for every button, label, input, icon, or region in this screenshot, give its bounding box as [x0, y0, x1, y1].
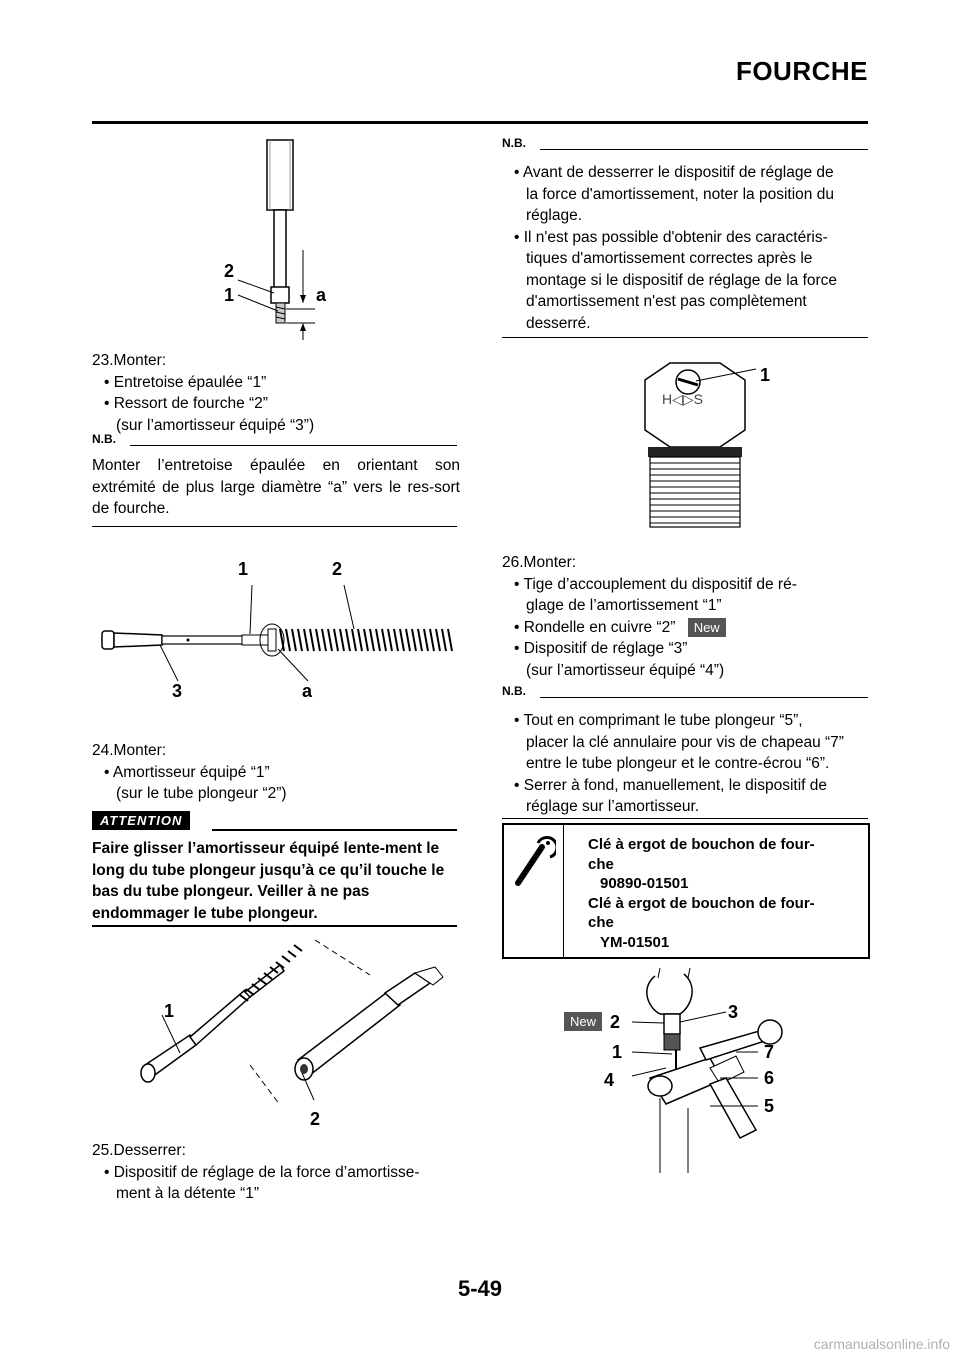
step-bullet-cont: (sur l’amortisseur équipé “4”) [526, 661, 725, 679]
nb-bullet-cont: d'amortissement n'est pas complètement [526, 293, 807, 310]
callout-3: 3 [728, 1002, 739, 1022]
step-24 [92, 740, 462, 805]
nb-text: Monter l’entretoise épaulée en orientant son extrémité de plus large diamètre “a” vers le res-sort de fourche. [92, 457, 460, 517]
nb-bullet: • Il n'est pas possible d'obtenir des caractéris- [514, 228, 828, 246]
nb-label: N.B. [92, 432, 116, 446]
nb-bullet: • Avant de desserrer le dispositif de réglage de [514, 164, 834, 181]
step-bullet-cont: (sur le tube plongeur “2”) [116, 785, 287, 802]
step-bullet: • Dispositif de réglage de la force d’amortisse- [104, 1163, 420, 1181]
step-bullet-cont: ment à la détente “1” [116, 1185, 260, 1202]
tool-description [588, 835, 860, 952]
nb-bullet-cont: tiques d'amortissement correctes après le [526, 250, 813, 267]
figure-shaft-spacer [200, 135, 350, 345]
adjuster-mark: H◁▷S [662, 391, 703, 407]
step-bullet: • Entretoise épaulée “1” [104, 373, 267, 391]
tool-name: Clé à ergot de bouchon de four- [588, 894, 815, 912]
step-title: 25.Desserrer: [92, 1142, 186, 1159]
nb-rule [130, 445, 457, 446]
step-bullet: • Dispositif de réglage “3” [514, 640, 688, 657]
attention-end-rule [92, 925, 457, 927]
step-bullet: • Tige d’accouplement du dispositif de ré- [514, 575, 797, 593]
step-title: 23.Monter: [92, 352, 167, 369]
watermark: carmanualsonline.info [813, 1336, 950, 1352]
page-title: FOURCHE [735, 56, 868, 86]
page-number: 5-49 [457, 1276, 503, 1301]
callout-2: 2 [310, 1109, 321, 1129]
figure-damper-insertion [130, 935, 450, 1135]
step-23 [92, 350, 462, 436]
figure-adjuster-install [560, 968, 820, 1178]
tool-part-number: YM-01501 [600, 933, 670, 951]
nb-rule [540, 149, 868, 150]
nb-label: N.B. [502, 136, 526, 150]
tool-part-number: 90890-01501 [600, 875, 689, 892]
callout-5: 5 [764, 1096, 775, 1116]
step-bullet-text: • Rondelle en cuivre “2” [514, 618, 676, 636]
callout-1: 1 [164, 1001, 175, 1021]
nb-bullet-cont: entre le tube plongeur et le contre-écrou “6”. [526, 755, 830, 772]
tool-name: che [588, 914, 614, 931]
step-bullet-cont: (sur l’amortisseur équipé “3”) [116, 416, 315, 434]
nb-bullet-cont: réglage sur l’amortisseur. [526, 798, 700, 815]
figure-damper-spring [92, 555, 462, 715]
attention-text: Faire glisser l’amortisseur équipé lente-ment le long du tube plongeur jusqu’à ce qu’il touche le bas du tube plongeur. Veiller à ne pas endommager le tube plongeur. [92, 840, 445, 922]
step-26 [502, 552, 872, 681]
nb-bullet-cont: desserré. [526, 314, 591, 332]
callout-2: 2 [224, 261, 235, 281]
nb-bullet-cont: placer la clé annulaire pour vis de chapeau “7” [526, 733, 844, 751]
toolbox-divider [563, 825, 564, 957]
step-25 [92, 1140, 462, 1205]
nb-end-rule [92, 526, 457, 527]
nb-bullet-cont: montage si le dispositif de réglage de la force [526, 271, 838, 289]
step-bullet-with-badge [502, 617, 872, 639]
attention-badge: ATTENTION [92, 811, 190, 830]
callout-6: 6 [764, 1068, 775, 1088]
callout-2: 2 [332, 559, 343, 579]
callout-4: 4 [604, 1070, 615, 1090]
nb-end-rule [502, 337, 868, 338]
step-title: 24.Monter: [92, 742, 167, 759]
tool-name: che [588, 855, 614, 873]
tool-name: Clé à ergot de bouchon de four- [588, 836, 815, 853]
callout-1: 1 [224, 285, 235, 305]
nb-label: N.B. [502, 684, 526, 698]
step-title: 26.Monter: [502, 554, 577, 571]
step-bullet-cont: glage de l’amortissement “1” [526, 597, 722, 614]
new-badge: New [564, 1012, 602, 1031]
step-bullet: • Ressort de fourche “2” [104, 395, 268, 412]
callout-7: 7 [764, 1042, 775, 1062]
callout-2: 2 [610, 1012, 621, 1032]
callout-1: 1 [238, 559, 249, 579]
nb-bullet-cont: réglage. [526, 207, 583, 224]
nb-list [502, 710, 872, 818]
special-tool-box [502, 823, 870, 959]
nb-bullet: • Serrer à fond, manuellement, le dispositif de [514, 776, 828, 794]
callout-3: 3 [172, 681, 183, 701]
callout-a: a [316, 285, 327, 305]
nb-bullet-cont: la force d'amortissement, noter la position du [526, 185, 834, 203]
step-bullet: • Amortisseur équipé “1” [104, 763, 270, 781]
attention-rule [212, 829, 457, 831]
nb-rule [540, 697, 868, 698]
nb-list [502, 162, 872, 334]
callout-1: 1 [760, 365, 771, 385]
nb-bullet: • Tout en comprimant le tube plongeur “5”, [514, 712, 803, 729]
callout-1: 1 [612, 1042, 623, 1062]
wrench-icon [512, 833, 556, 894]
header-rule [92, 121, 868, 124]
new-badge: New [688, 618, 726, 637]
callout-a: a [302, 681, 313, 701]
figure-cap-bolt [620, 355, 790, 535]
nb-end-rule [502, 818, 868, 819]
